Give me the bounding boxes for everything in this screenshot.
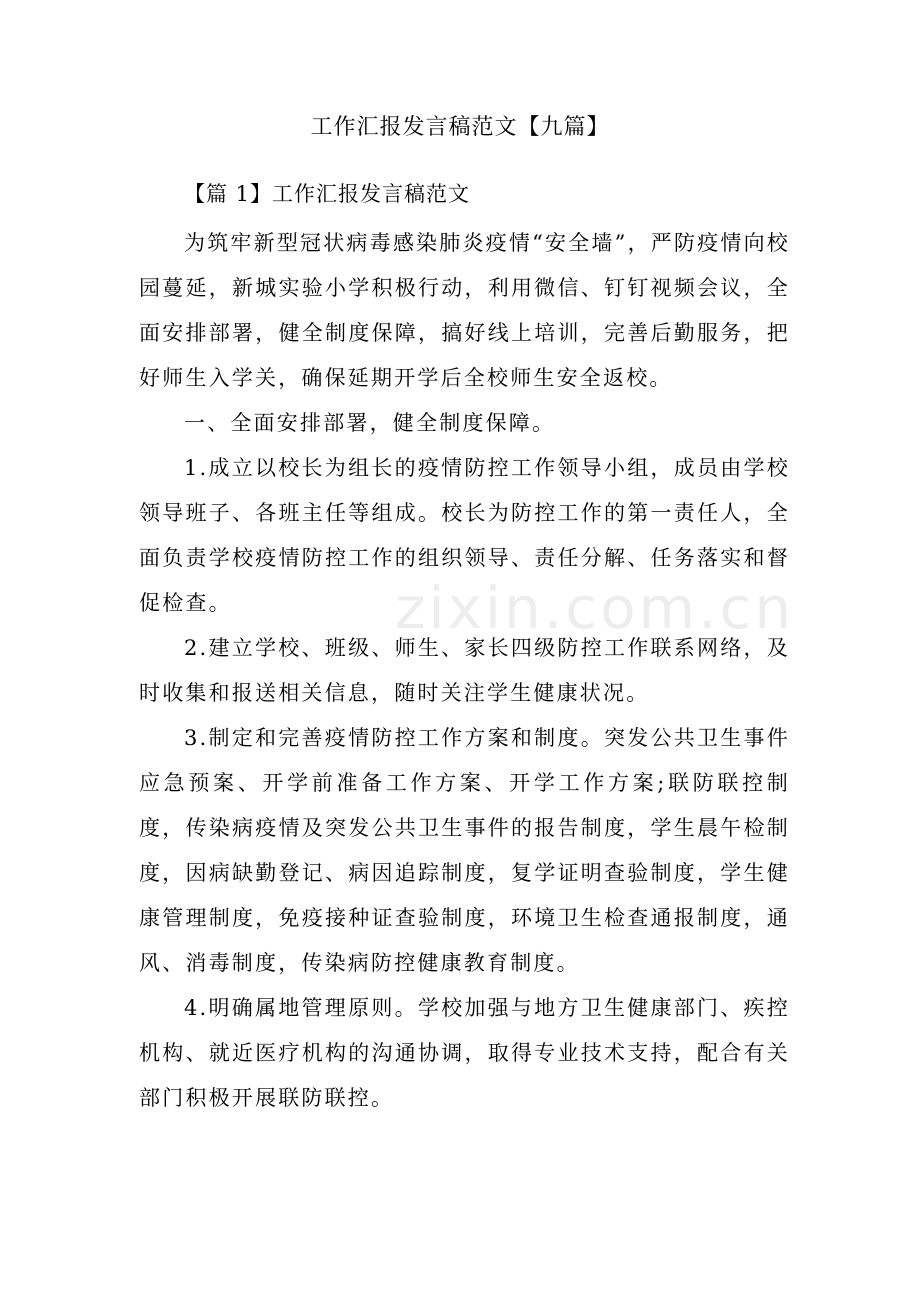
paragraph-item-1: 1.成立以校长为组长的疫情防控工作领导小组，成员由学校领导班子、各班主任等组成。校长为防控工作的第一责任人，全面负责学校疫情防控工作的组织领导、责任分解、任务落实和督促检查。 [139,456,790,615]
paragraph-heading-1: 一、全面安排部署，健全制度保障。 [184,411,556,435]
paragraph-intro: 为筑牢新型冠状病毒感染肺炎疫情“安全墙”，严防疫情向校园蔓延，新城实验小学积极行动，利用微信、钉钉视频会议，全面安排部署，健全制度保障，搞好线上培训，完善后勤服务，把好师生入学关，确保延期开学后全校师生安全返校。 [139,231,790,390]
paragraph-item-2: 2.建立学校、班级、师生、家长四级防控工作联系网络，及时收集和报送相关信息，随时关注学生健康状况。 [139,636,790,705]
document-body [139,221,790,1121]
watermark: zixin.com.cn [395,574,795,642]
section-heading: 【篇 1】工作汇报发言稿范文 [184,182,471,206]
paragraph-item-4: 4.明确属地管理原则。学校加强与地方卫生健康部门、疾控机构、就近医疗机构的沟通协调，取得专业技术支持，配合有关部门积极开展联防联控。 [139,996,790,1110]
paragraph-item-3: 3.制定和完善疫情防控工作方案和制度。突发公共卫生事件应急预案、开学前准备工作方案、开学工作方案;联防联控制度，传染病疫情及突发公共卫生事件的报告制度，学生晨午检制度，因病缺勤登记、病因追踪制度，复学证明查验制度，学生健康管理制度，免疫接种证查验制度，环境卫生检查通报制度，通风、消毒制度，传染病防控健康教育制度。 [139,726,790,975]
document-title: 工作汇报发言稿范文【九篇】 [310,115,610,140]
